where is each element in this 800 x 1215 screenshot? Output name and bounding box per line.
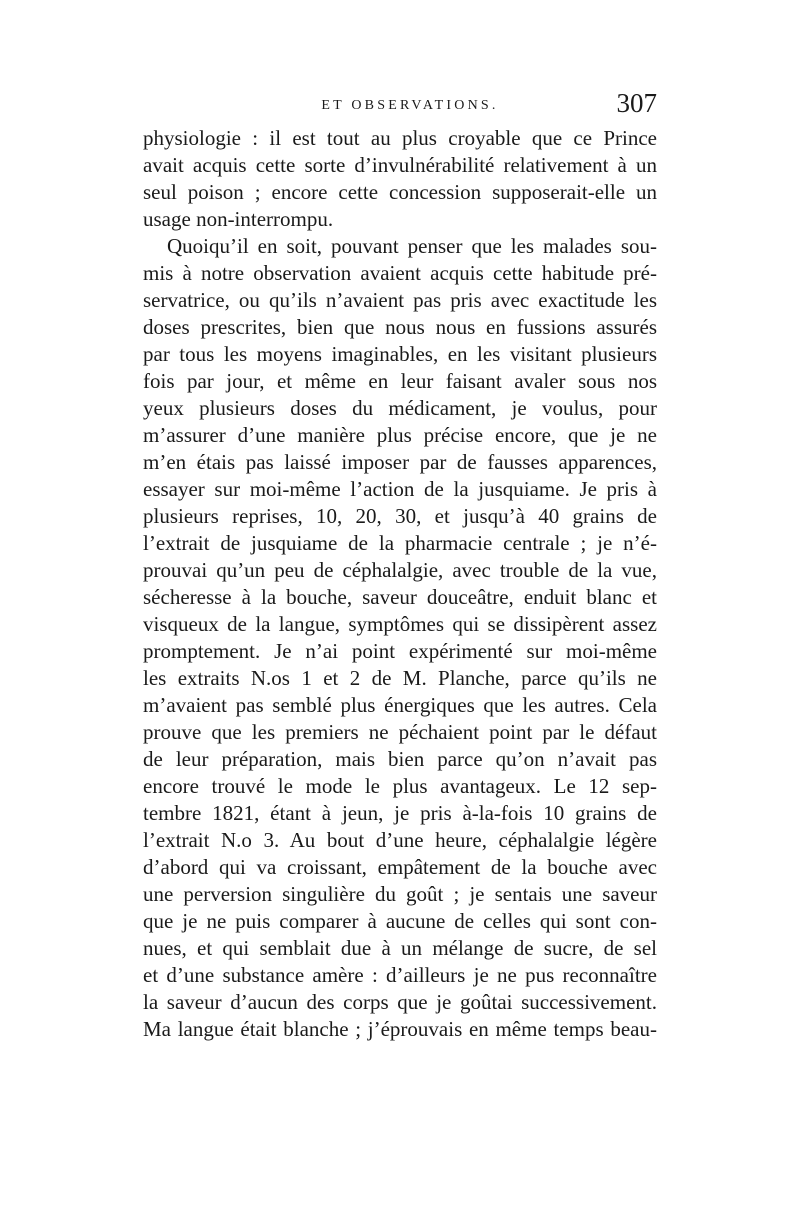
text-line: m’avaient pas semblé plus énergiques que les autres. Cela (143, 693, 657, 717)
text-line: et d’une substance amère : d’ailleurs je ne pus reconnaître (143, 963, 657, 987)
text-line: yeux plusieurs doses du médicament, je voulus, pour (143, 396, 657, 420)
text-line: servatrice, ou qu’ils n’avaient pas pris avec exactitude les (143, 288, 657, 312)
text-line: visqueux de la langue, symptômes qui se dissipèrent assez (143, 612, 657, 636)
text-line: sécheresse à la bouche, saveur douceâtre, enduit blanc et (143, 585, 657, 609)
text-line: d’abord qui va croissant, empâtement de la bouche avec (143, 855, 657, 879)
text-line: prouvai qu’un peu de céphalalgie, avec trouble de la vue, (143, 558, 657, 582)
body-text (143, 125, 657, 1043)
text-line: physiologie : il est tout au plus croyable que ce Prince (143, 126, 657, 150)
text-line: encore trouvé le mode le plus avantageux. Le 12 sep- (143, 774, 657, 798)
text-line: par tous les moyens imaginables, en les visitant plusieurs (143, 342, 657, 366)
page-number: 307 (616, 88, 657, 118)
running-head (143, 88, 657, 124)
text-line: doses prescrites, bien que nous nous en fussions assurés (143, 315, 657, 339)
text-line: les extraits N.os 1 et 2 de M. Planche, parce qu’ils ne (143, 666, 657, 690)
text-line: Quoiqu’il en soit, pouvant penser que les malades sou- (167, 234, 657, 258)
text-line: l’extrait de jusquiame de la pharmacie centrale ; je n’é- (143, 531, 657, 555)
text-line: usage non-interrompu. (143, 207, 334, 231)
text-line: essayer sur moi-même l’action de la jusquiame. Je pris à (143, 477, 657, 501)
text-line: m’en étais pas laissé imposer par de fausses apparences, (143, 450, 657, 474)
text-line: promptement. Je n’ai point expérimenté sur moi-même (143, 639, 657, 663)
text-line: plusieurs reprises, 10, 20, 30, et jusqu’à 40 grains de (143, 504, 657, 528)
text-line: que je ne puis comparer à aucune de celles qui sont con- (143, 909, 657, 933)
text-line: mis à notre observation avaient acquis cette habitude pré- (143, 261, 657, 285)
text-line: la saveur d’aucun des corps que je goûtai successivement. (143, 990, 657, 1014)
text-line: prouve que les premiers ne péchaient point par le défaut (143, 720, 657, 744)
text-line: fois par jour, et même en leur faisant avaler sous nos (143, 369, 657, 393)
text-line: nues, et qui semblait due à un mélange de sucre, de sel (143, 936, 657, 960)
text-line: m’assurer d’une manière plus précise encore, que je ne (143, 423, 657, 447)
text-line: une perversion singulière du goût ; je sentais une saveur (143, 882, 657, 906)
text-line: l’extrait N.o 3. Au bout d’une heure, céphalalgie légère (143, 828, 657, 852)
text-line: de leur préparation, mais bien parce qu’on n’avait pas (143, 747, 657, 771)
text-line: tembre 1821, étant à jeun, je pris à-la-fois 10 grains de (143, 801, 657, 825)
text-line: seul poison ; encore cette concession supposerait-elle un (143, 180, 657, 204)
text-line: avait acquis cette sorte d’invulnérabilité relativement à un (143, 153, 657, 177)
text-line: Ma langue était blanche ; j’éprouvais en même temps beau- (143, 1017, 657, 1041)
running-title: ET OBSERVATIONS. (321, 98, 499, 113)
